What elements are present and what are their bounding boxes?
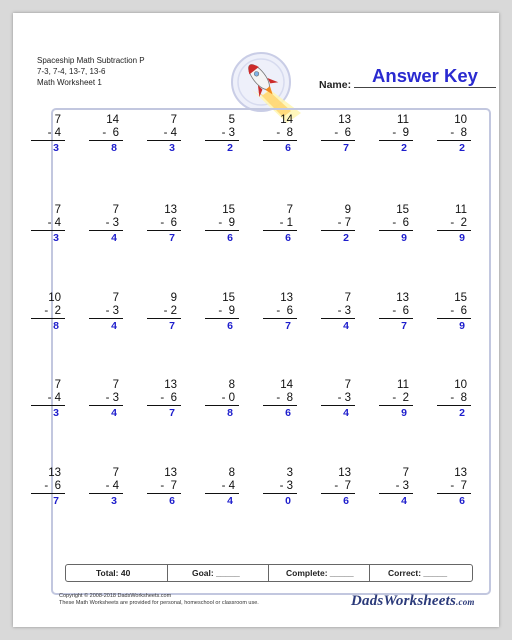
subtraction-problem: [141, 379, 181, 420]
subtrahend: - 4: [47, 216, 61, 229]
answer-value: 4: [111, 407, 117, 419]
subtraction-problem: [141, 114, 181, 155]
answer-value: 4: [343, 320, 349, 332]
answer-rule: [263, 405, 297, 406]
minuend: 11: [455, 204, 467, 216]
answer-rule: [205, 405, 239, 406]
answer-value: 7: [169, 407, 175, 419]
minuend: 13: [396, 292, 409, 304]
minuend: 7: [54, 379, 61, 391]
answer-value: 2: [343, 232, 349, 244]
answer-rule: [205, 493, 239, 494]
answer-rule: [89, 140, 123, 141]
answer-rule: [205, 140, 239, 141]
minuend: 9: [170, 292, 177, 304]
answer-value: 9: [401, 407, 407, 419]
minuend: 8: [228, 467, 235, 479]
answer-rule: [31, 140, 65, 141]
subtraction-problem: [257, 467, 297, 508]
answer-value: 6: [285, 232, 291, 244]
minuend: 11: [397, 379, 409, 391]
answer-value: 7: [53, 495, 59, 507]
subtrahend: - 3: [105, 391, 119, 404]
subtraction-problem: [373, 204, 413, 245]
subtraction-problem: [25, 292, 65, 333]
worksheet-page: [13, 13, 499, 627]
answer-value: 9: [459, 232, 465, 244]
minuend: 13: [280, 292, 293, 304]
answer-rule: [263, 230, 297, 231]
minuend: 7: [112, 467, 119, 479]
minuend: 13: [338, 467, 351, 479]
subtrahend: - 6: [450, 304, 467, 317]
answer-value: 9: [401, 232, 407, 244]
subtraction-problem: [431, 467, 471, 508]
subtrahend: - 7: [337, 216, 351, 229]
problem-frame: [51, 108, 491, 595]
subtrahend: - 7: [450, 479, 467, 492]
answer-value: 8: [111, 142, 117, 154]
answer-rule: [263, 493, 297, 494]
minuend: 13: [338, 114, 351, 126]
subtrahend: - 8: [450, 126, 467, 139]
subtraction-problem: [431, 292, 471, 333]
subtrahend: - 1: [279, 216, 293, 229]
answer-rule: [205, 318, 239, 319]
subtraction-problem: [83, 204, 123, 245]
answer-value: 4: [343, 407, 349, 419]
subtrahend: - 2: [392, 391, 409, 404]
subtrahend: - 6: [392, 304, 409, 317]
subtrahend: - 6: [334, 126, 351, 139]
answer-rule: [321, 318, 355, 319]
subtraction-problem: [373, 379, 413, 420]
answer-rule: [437, 140, 471, 141]
subtraction-problem: [431, 379, 471, 420]
subtrahend: - 3: [279, 479, 293, 492]
subtraction-problem: [257, 114, 297, 155]
subtraction-problem: [199, 467, 239, 508]
minuend: 13: [164, 204, 177, 216]
subtraction-problem: [373, 467, 413, 508]
minuend: 9: [344, 204, 351, 216]
subtrahend: - 4: [221, 479, 235, 492]
subtraction-problem: [83, 379, 123, 420]
answer-value: 7: [169, 232, 175, 244]
answer-rule: [263, 140, 297, 141]
answer-value: 3: [53, 407, 59, 419]
minuend: 13: [454, 467, 467, 479]
subtrahend: - 4: [47, 126, 61, 139]
subtraction-problem: [25, 204, 65, 245]
subtraction-problem: [315, 292, 355, 333]
answer-rule: [437, 405, 471, 406]
answer-rule: [89, 405, 123, 406]
subtraction-problem: [141, 467, 181, 508]
worksheet-title: Spaceship Math Subtraction P: [37, 56, 145, 65]
subtrahend: - 2: [450, 216, 467, 229]
subtrahend: - 7: [334, 479, 351, 492]
subtrahend: - 6: [44, 479, 61, 492]
subtraction-problem: [199, 114, 239, 155]
minuend: 13: [164, 467, 177, 479]
subtraction-problem: [199, 292, 239, 333]
answer-rule: [205, 230, 239, 231]
minuend: 13: [48, 467, 61, 479]
subtrahend: - 9: [218, 216, 235, 229]
minuend: 14: [280, 379, 293, 391]
divider: [268, 565, 269, 581]
answer-value: 6: [285, 407, 291, 419]
minuend: 7: [286, 204, 293, 216]
subtraction-problem: [315, 204, 355, 245]
subtrahend: - 3: [105, 216, 119, 229]
answer-value: 3: [169, 142, 175, 154]
answer-rule: [379, 405, 413, 406]
answer-rule: [89, 493, 123, 494]
subtraction-problem: [83, 114, 123, 155]
subtraction-problem: [257, 204, 297, 245]
subtraction-problem: [199, 204, 239, 245]
answer-rule: [31, 318, 65, 319]
answer-rule: [89, 230, 123, 231]
answer-rule: [437, 230, 471, 231]
subtraction-problem: [199, 379, 239, 420]
minuend: 7: [344, 379, 351, 391]
answer-value: 6: [285, 142, 291, 154]
answer-value: 7: [285, 320, 291, 332]
minuend: 7: [54, 114, 61, 126]
answer-value: 3: [111, 495, 117, 507]
minuend: 7: [112, 292, 119, 304]
answer-rule: [31, 230, 65, 231]
subtrahend: - 9: [392, 126, 409, 139]
minuend: 10: [48, 292, 61, 304]
answer-rule: [263, 318, 297, 319]
subtraction-problem: [83, 292, 123, 333]
answer-rule: [437, 493, 471, 494]
usage-note: These Math Worksheets are provided for personal, homeschool or classroom use.: [59, 600, 259, 606]
subtrahend: - 8: [276, 126, 293, 139]
subtrahend: - 7: [160, 479, 177, 492]
subtraction-problem: [373, 292, 413, 333]
subtraction-problem: [431, 114, 471, 155]
score-bar: [65, 564, 473, 582]
minuend: 15: [222, 204, 235, 216]
minuend: 15: [396, 204, 409, 216]
subtraction-problem: [83, 467, 123, 508]
minuend: 10: [454, 114, 467, 126]
subtraction-problem: [315, 114, 355, 155]
subtraction-problem: [257, 379, 297, 420]
minuend: 13: [164, 379, 177, 391]
subtrahend: - 6: [160, 391, 177, 404]
minuend: 7: [170, 114, 177, 126]
copyright-notice: [59, 593, 259, 607]
answer-value: 2: [401, 142, 407, 154]
subtraction-problem: [141, 292, 181, 333]
answer-value: 3: [53, 142, 59, 154]
minuend: 14: [280, 114, 293, 126]
subtrahend: - 8: [276, 391, 293, 404]
subtrahend: - 6: [160, 216, 177, 229]
subtrahend: - 9: [218, 304, 235, 317]
subtrahend: - 3: [105, 304, 119, 317]
total-count: Total: 40: [96, 568, 131, 578]
logo-text: DadsWorksheets: [351, 593, 457, 609]
minuend: 7: [54, 204, 61, 216]
subtrahend: - 6: [392, 216, 409, 229]
divider: [167, 565, 168, 581]
subtrahend: - 6: [276, 304, 293, 317]
subtraction-problem: [315, 467, 355, 508]
answer-rule: [321, 140, 355, 141]
minuend: 15: [454, 292, 467, 304]
answer-value: 4: [401, 495, 407, 507]
answer-value: 8: [53, 320, 59, 332]
answer-rule: [379, 318, 413, 319]
subtrahend: - 8: [450, 391, 467, 404]
subtrahend: - 2: [163, 304, 177, 317]
answer-rule: [379, 493, 413, 494]
minuend: 5: [228, 114, 235, 126]
subtraction-problem: [25, 467, 65, 508]
answer-value: 9: [459, 320, 465, 332]
answer-rule: [321, 230, 355, 231]
answer-rule: [379, 140, 413, 141]
answer-value: 6: [343, 495, 349, 507]
subtrahend: - 4: [47, 391, 61, 404]
correct-field[interactable]: Correct: _____: [388, 568, 448, 578]
subtraction-problem: [373, 114, 413, 155]
answer-rule: [31, 405, 65, 406]
answer-rule: [147, 318, 181, 319]
answer-rule: [437, 318, 471, 319]
name-label: Name:: [319, 79, 352, 91]
subtraction-problem: [315, 379, 355, 420]
minuend: 14: [106, 114, 119, 126]
answer-value: 6: [227, 232, 233, 244]
subtrahend: - 3: [395, 479, 409, 492]
worksheet-header: [37, 55, 145, 88]
answer-key-title: Answer Key: [372, 65, 478, 86]
subtraction-problem: [25, 114, 65, 155]
minuend: 7: [112, 379, 119, 391]
subtrahend: - 4: [163, 126, 177, 139]
answer-value: 6: [459, 495, 465, 507]
answer-value: 7: [401, 320, 407, 332]
divider: [369, 565, 370, 581]
subtraction-problem: [141, 204, 181, 245]
answer-value: 6: [227, 320, 233, 332]
minuend: 10: [454, 379, 467, 391]
complete-field[interactable]: Complete: _____: [286, 568, 354, 578]
subtraction-problem: [257, 292, 297, 333]
minuend: 7: [344, 292, 351, 304]
answer-value: 3: [53, 232, 59, 244]
answer-rule: [89, 318, 123, 319]
answer-value: 4: [227, 495, 233, 507]
subtrahend: - 3: [337, 391, 351, 404]
subtraction-problem: [431, 204, 471, 245]
minuend: 11: [397, 114, 409, 126]
logo-suffix: .com: [456, 597, 475, 607]
answer-rule: [379, 230, 413, 231]
goal-field[interactable]: Goal: _____: [192, 568, 240, 578]
answer-value: 2: [227, 142, 233, 154]
answer-value: 0: [285, 495, 291, 507]
minuend: 8: [228, 379, 235, 391]
subtrahend: - 3: [221, 126, 235, 139]
copyright-line: Copyright © 2008-2018 DadsWorksheets.com: [59, 593, 172, 599]
answer-value: 7: [343, 142, 349, 154]
answer-rule: [147, 493, 181, 494]
minuend: 7: [112, 204, 119, 216]
dadsworksheets-logo: [351, 593, 475, 610]
answer-rule: [321, 405, 355, 406]
answer-rule: [147, 405, 181, 406]
answer-value: 2: [459, 142, 465, 154]
answer-value: 2: [459, 407, 465, 419]
subtrahend: - 6: [102, 126, 119, 139]
subtrahend: - 2: [44, 304, 61, 317]
answer-rule: [321, 493, 355, 494]
minuend: 7: [402, 467, 409, 479]
answer-value: 4: [111, 232, 117, 244]
minuend: 15: [222, 292, 235, 304]
subtrahend: - 4: [105, 479, 119, 492]
subtraction-problem: [25, 379, 65, 420]
subtrahend: - 3: [337, 304, 351, 317]
worksheet-subtitle: Math Worksheet 1: [37, 78, 102, 87]
answer-rule: [147, 140, 181, 141]
answer-value: 8: [227, 407, 233, 419]
answer-value: 6: [169, 495, 175, 507]
answer-rule: [147, 230, 181, 231]
answer-rule: [31, 493, 65, 494]
subtrahend: - 0: [221, 391, 235, 404]
answer-value: 4: [111, 320, 117, 332]
minuend: 3: [286, 467, 293, 479]
answer-value: 7: [169, 320, 175, 332]
facts-list: 7-3, 7-4, 13-7, 13-6: [37, 67, 106, 76]
name-field-line[interactable]: [354, 87, 496, 88]
